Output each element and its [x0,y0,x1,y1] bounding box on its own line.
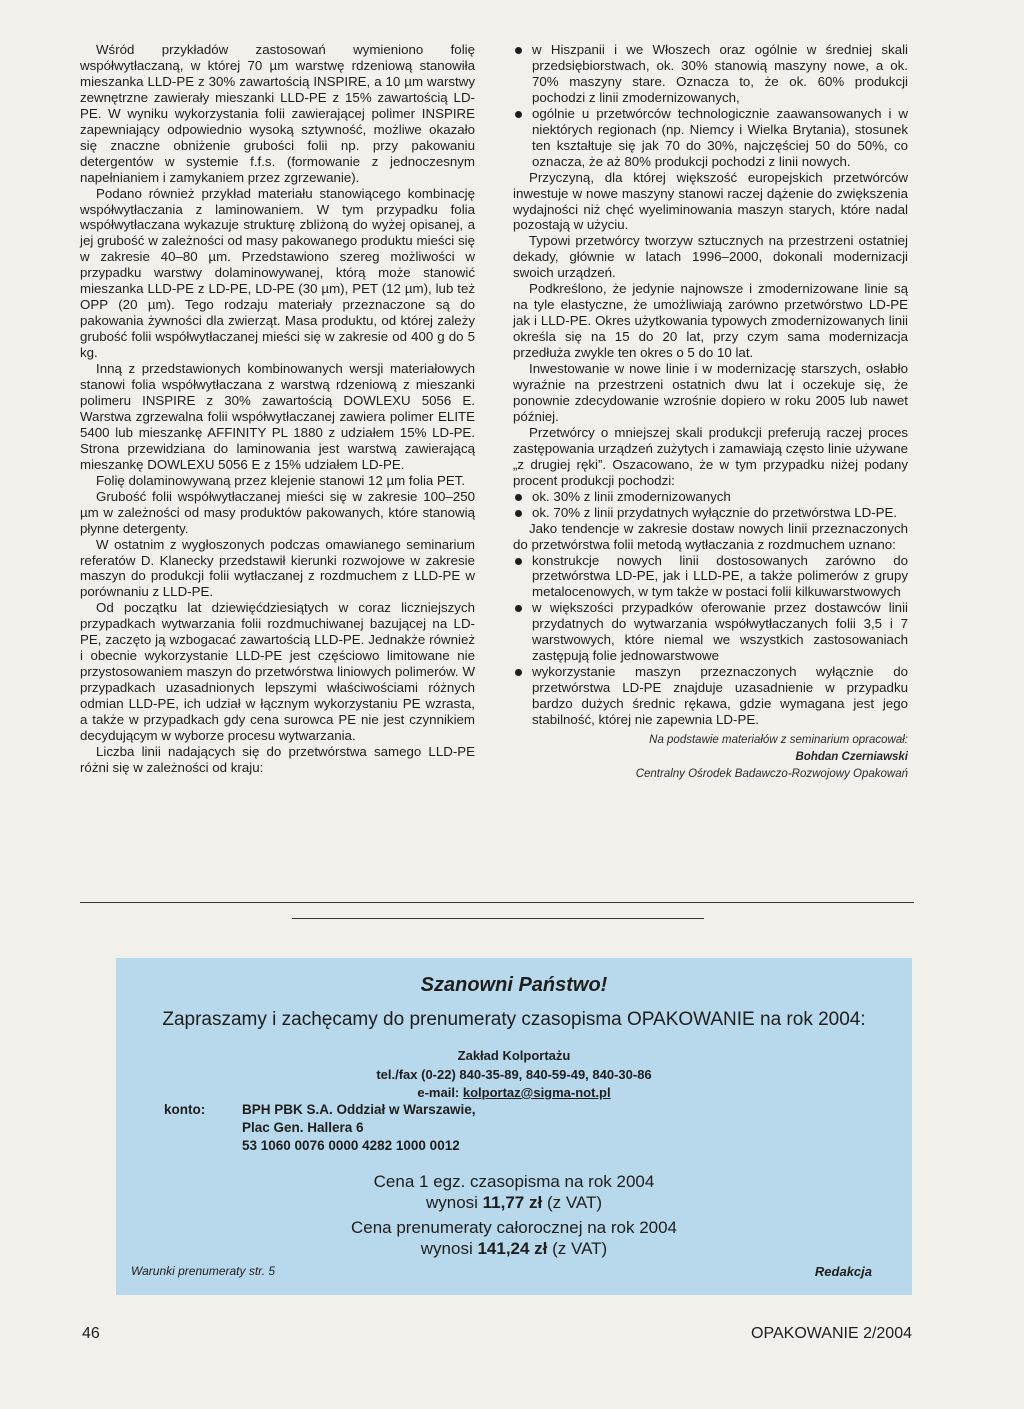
bullet-list [513,553,908,728]
article-left-column [80,42,475,776]
paragraph: Jako tendencje w zakresie dostaw nowych linii przeznaczonych do przetwórstwa folii metodą wytłaczania z rozdmuchem uznano: [513,520,908,552]
editorial-signature: Redakcja [814,1264,872,1279]
price-prefix: wynosi [425,1193,483,1212]
paragraph: Przetwórcy o mniejszej skali produkcji preferują raczej proces zastępowania urządzeń zużytych i zamawiają często linie używane „z drugiej ręki”. Oszacowano, że w tym przypadku niżej podany procent produkcji pochodzi: [513,424,908,488]
office-name: Zakład Kolportażu [457,1048,571,1063]
account-line: 53 1060 0076 0000 4282 1000 0012 [242,1138,460,1153]
author-institution: Centralny Ośrodek Badawczo-Rozwojowy Opakowań [635,767,908,780]
bullet-list [513,489,908,521]
price-line: Cena 1 egz. czasopisma na rok 2004 [373,1172,655,1191]
price-suffix: (z VAT) [547,1239,608,1258]
email-link[interactable]: kolportaz@sigma-not.pl [462,1085,611,1100]
paragraph: Folię dolaminowywaną przez klejenie stanowi 12 µm folia PET. [96,472,466,488]
magazine-issue: OPAKOWANIE 2/2004 [751,1325,912,1342]
paragraph: W ostatnim z wygłoszonych podczas omawianego seminarium referatów D. Klanecky przedstawił kierunki rozwojowe w zakresie maszyn do produkcji folii wytłaczanej z rozdmuchem z LLD-PE w porównaniu z LLD-PE. [80,536,475,600]
section-divider-short [292,918,704,919]
phone-numbers: tel./fax (0-22) 840-35-89, 840-59-49, 840-30-86 [376,1066,652,1082]
paragraph: Typowi przetwórcy tworzyw sztucznych na przestrzeni ostatniej dekady, głównie w latach 1996–2000, dokonali modernizacji swoich urządzeń. [513,233,908,281]
subscription-terms-ref: Warunki prenumeraty str. 5 [131,1264,276,1278]
account-line: BPH PBK S.A. Oddział w Warszawie, [242,1102,476,1117]
list-item: wykorzystanie maszyn przeznaczonych wyłącznie do przetwórstwa LD-PE znajduje uzasadnienie w przypadku bardzo dużych średnic rękawa, gdzie wymagana jest jego stabilność, której nie zapewnia LD-PE. [513,664,908,728]
article-right-column [513,42,908,783]
paragraph: Inną z przedstawionych kombinowanych wersji materiałowych stanowi folia współwytłaczana z warstwą rdzeniową z mieszanki polimeru INSPIRE z 30% zawartością DOWLEXU 5056 E. Warstwa zgrzewalna folii współwytłaczanej zawiera polimer ELITE 5400 lub mieszankę AFFINITY PL 1880 z udziałem 15% LD-PE. Strona przewidziana do laminowania jest warstwą zawierającą mieszankę DOWLEXU 5056 E z 15% udziałem LD-PE. [80,361,475,472]
account-label: konto: [164,1102,206,1117]
annual-subscription-price [116,1217,912,1259]
list-item: ok. 30% z linii zmodernizowanych [513,489,908,505]
paragraph: Przyczyną, dla której większość europejskich przetwórców inwestuje w nowe maszyny stanowi raczej dążenie do zwiększenia wydajności niż chęć wyeliminowania maszyn starych, które nadal pozostają w użyciu. [513,169,908,233]
page-number: 46 [82,1325,100,1342]
account-details [242,1101,562,1155]
single-issue-price [116,1171,912,1213]
author-name: Bohdan Czerniawski [795,750,908,763]
paragraph: Wśród przykładów zastosowań wymieniono folię współwytłaczaną, w której 70 µm warstwę rdzeniową stanowiła mieszanka LLD-PE z 30% zawartością INSPIRE, a 10 µm warstwy zewnętrzne zawierały mieszanki LLD-PE z 15% zawartością LD-PE. W wyniku wykorzystania folii zawierającej polimer INSPIRE zapewniający odpowiednio wysoką sztywność, możliwe okazało się znaczne obniżenie grubości folii np. przy pakowaniu detergentów w systemie f.f.s. (formowanie z jednoczesnym napełnianiem i zamykaniem przez zgrzewanie). [80,42,475,185]
list-item: ok. 70% z linii przydatnych wyłącznie do przetwórstwa LD-PE. [513,505,908,521]
account-line: Plac Gen. Hallera 6 [242,1120,364,1135]
notice-invitation: Zapraszamy i zachęcamy do prenumeraty czasopisma OPAKOWANIE na rok 2004: [162,1009,866,1030]
list-item: w większości przypadków oferowanie przez dostawców linii przydatnych do wytwarzania współwytłaczanych folii 3,5 i 7 warstwowych, które niemal we wszystkich zastosowaniach zastępują folie jednowarstwowe [513,600,908,664]
paragraph: Liczba linii nadających się do przetwórstwa samego LLD-PE różni się w zależności od kraju: [80,743,475,775]
list-item: ogólnie u przetwórców technologicznie zaawansowanych i w niektórych regionach (np. Niemcy i Wielka Brytania), stosunek ten kształtuje się jak 70 do 30%, najczęściej 50 do 50%, co oznacza, że aż 80% produkcji pochodzi z linii nowych. [513,106,908,170]
email-label: e-mail: [417,1085,463,1100]
section-divider [80,902,914,903]
paragraph: Podkreślono, że jedynie najnowsze i zmodernizowane linie są na tyle elastyczne, że umożliwiają zarówno przetwórstwo LD-PE jak i LLD-PE. Okres użytkowania typowych zmodernizowanych linii określa się na 15 do 20 lat, przy czym sama modernizacja przedłuża zwykle ten okres o 5 do 10 lat. [513,281,908,361]
email-line [116,1084,912,1103]
notice-title: Szanowni Państwo! [420,974,608,996]
price-line [116,1238,912,1259]
price-suffix: (z VAT) [542,1193,603,1212]
paragraph: Od początku lat dziewięćdziesiątych w coraz liczniejszych przypadkach wytwarzania folii rozdmuchiwanej bazującej na LD-PE, zaczęto ją wzbogacać zawartością LLD-PE. Jednakże również i obecnie wykorzystanie LLD-PE jest częściowo limitowane nie przystosowaniem maszyn do przetwórstwa liniowych polimerów. W przypadkach uzasadnionych lepszymi właściwościami różnych odmian LLD-PE, ich udział w łącznym wykorzystaniu PE wzrasta, a także w przypadkach gdy cena surowca PE nie jest czynnikiem decydującym w wyborze procesu wytwarzania. [80,600,475,743]
paragraph: Inwestowanie w nowe linie i w modernizację starszych, osłabło wyraźnie na przestrzeni ostatnich dwu lat i oczekuje się, że ponownie zdecydowanie wzrośnie dopiero w roku 2005 lub nawet później. [513,361,908,424]
price-value: 141,24 zł [477,1239,548,1258]
list-item: w Hiszpanii i we Włoszech oraz ogólnie w średniej skali przedsiębiorstwach, ok. 30% stanowią maszyny nowe, a ok. 70% maszyny stare. Oznacza to, że ok. 60% produkcji pochodzi z linii zmodernizowanych, [513,42,908,106]
paragraph: Grubość folii współwytłaczanej mieści się w zakresie 100–250 µm w zależności od masy produktów pakowanych, które stanowią płynne detergenty. [80,488,475,536]
price-prefix: wynosi [420,1239,478,1258]
article-credits [513,732,908,783]
contact-block [116,1047,912,1103]
credits-line: Na podstawie materiałów z seminarium opracował: [649,733,908,746]
paragraph: Podano również przykład materiału stanowiącego kombinację współwytłaczania z laminowaniem. W tym przypadku folia współwytłaczana wykazuje strukturę zbliżoną do wyżej opisanej, a jej grubość w zależności od masy pakowanego produktu mieści się w zakresie 40–80 µm. Przedstawiono szereg możliwości w przypadku warstwy dolaminowywanej, którą może stanowić mieszanka LLD-PE z LD-PE, LD-PE (30 µm), PET (12 µm), lub też OPP (20 µm). Tego rodzaju materiały przeznaczone są do pakowania żywności dla zwierząt. Masa produktu, od której zależy grubość folii współwytłaczanej mieści się w zakresie od 400 g do 5 kg. [80,185,475,361]
list-item: konstrukcje nowych linii dostosowanych zarówno do przetwórstwa LD-PE, jak i LLD-PE, a także polimerów z grupy metalocenowych, w tym także w postaci folii kilkuwarstwowych [513,553,908,601]
bullet-list [513,42,908,170]
price-value: 11,77 zł [482,1193,543,1212]
price-line [116,1192,912,1213]
price-line: Cena prenumeraty całorocznej na rok 2004 [350,1218,678,1237]
subscription-notice [116,958,912,1295]
